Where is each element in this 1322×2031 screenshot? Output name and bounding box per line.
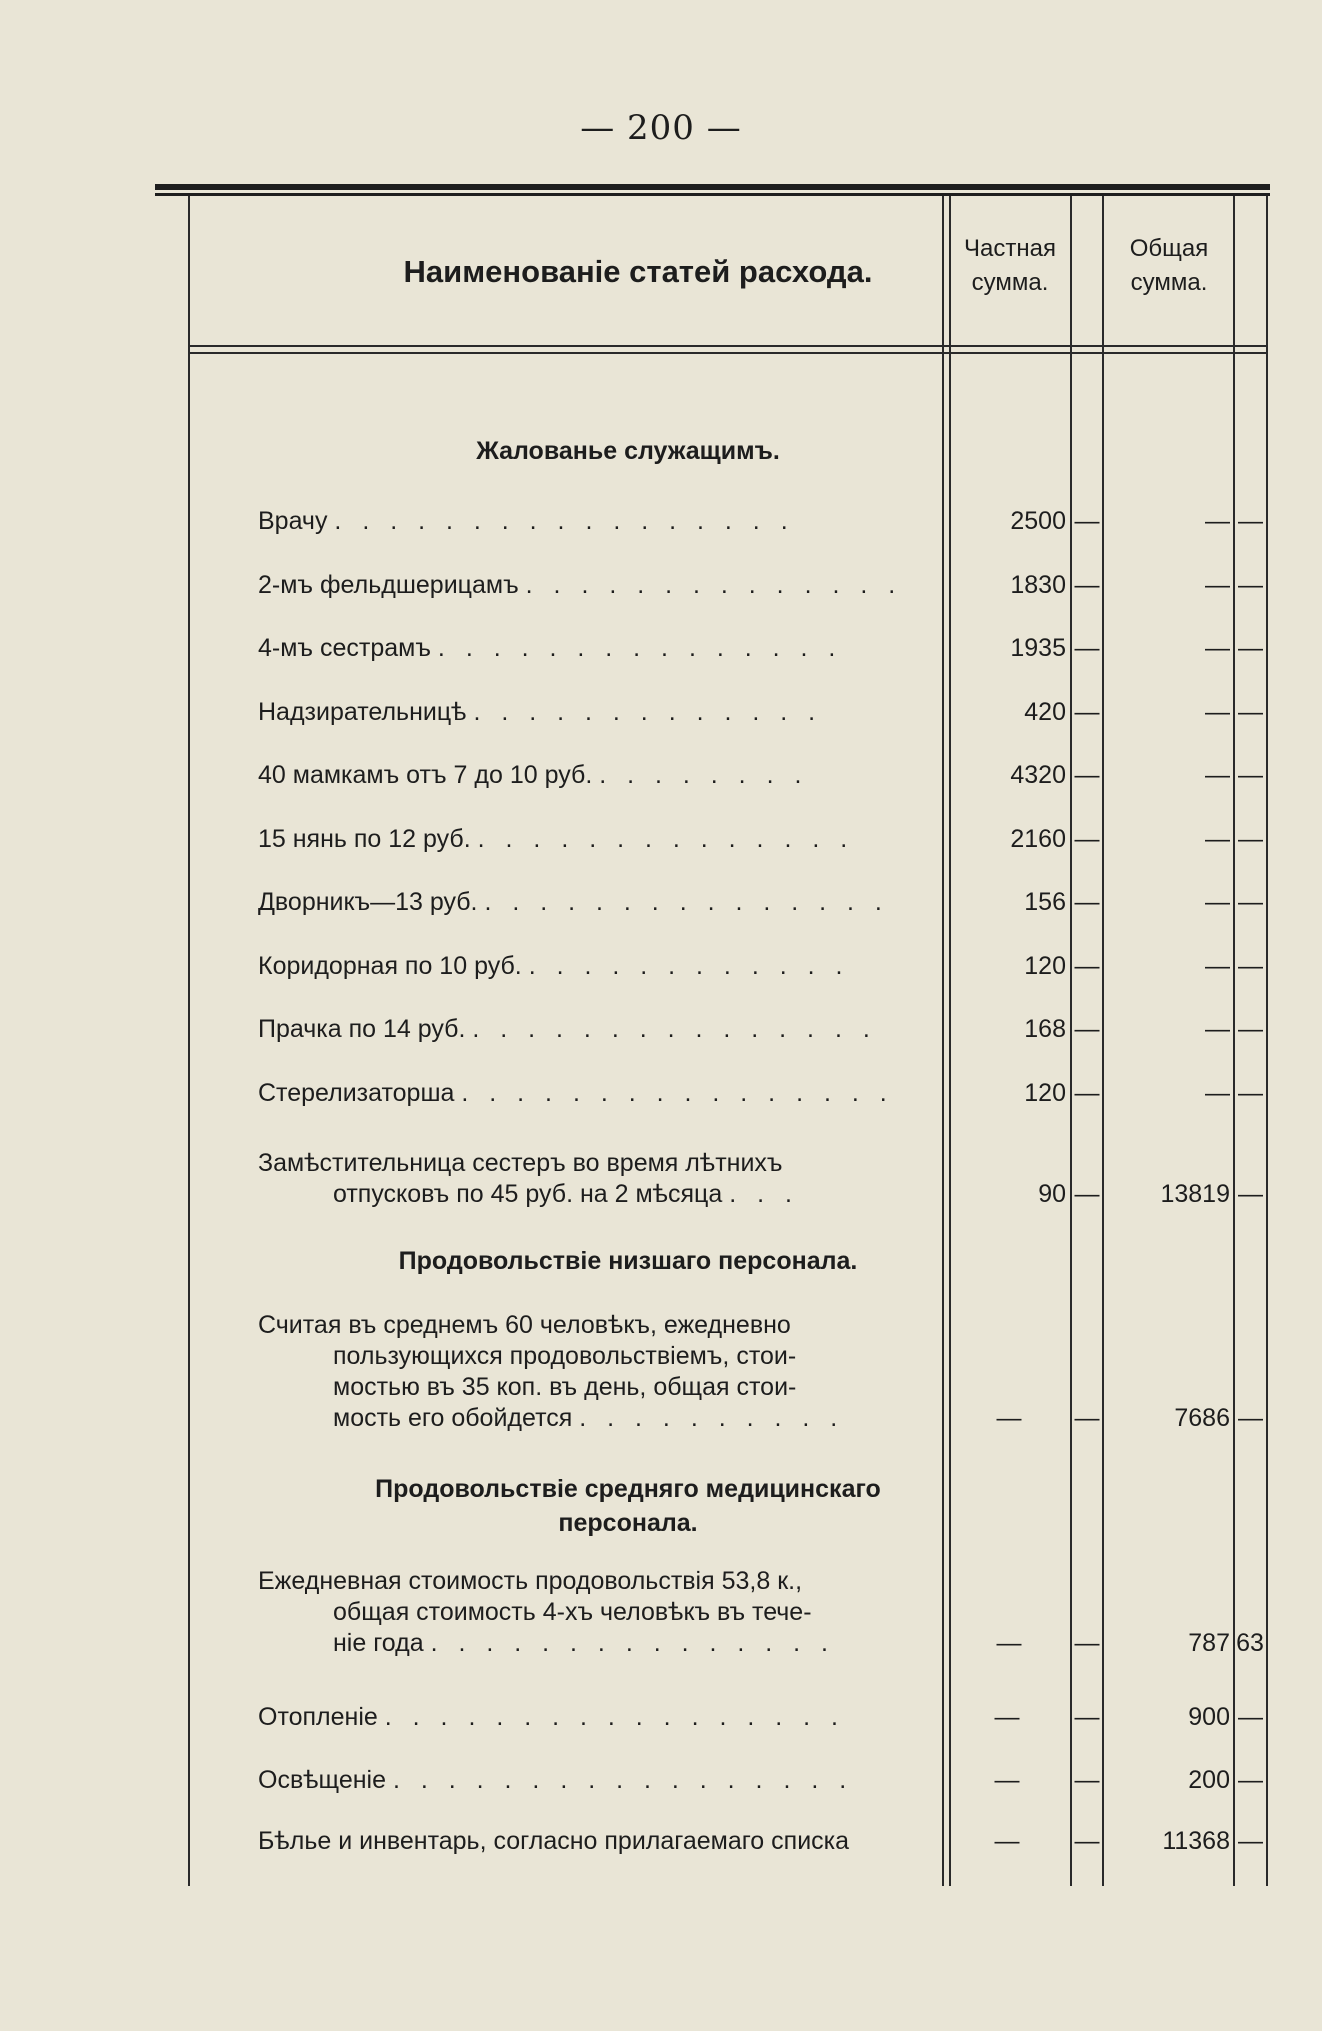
- section-title-food-lower: Продовольствіе низшаго персонала.: [398, 1247, 858, 1275]
- total-sum-value: —: [1205, 697, 1230, 726]
- list-item: [258, 1702, 948, 1733]
- private-sum-value: 420: [1024, 697, 1066, 726]
- leader-dots: . . . . . . . . . . . . . . .: [437, 634, 843, 662]
- leader-dots: . . .: [729, 1180, 799, 1208]
- cents-value: —: [1074, 951, 1100, 980]
- cents-value: —: [1238, 1404, 1263, 1432]
- total-sum-header-line: сумма.: [1130, 269, 1208, 296]
- page-number: — 200 —: [580, 108, 742, 148]
- leader-dots: . . . . . . . . . . . . .: [473, 697, 823, 726]
- private-sum-value: —: [994, 1827, 1020, 1855]
- private-sum-value: 120: [1024, 1078, 1066, 1107]
- cents-value: —: [1074, 1015, 1100, 1043]
- private-sum-value: 90: [1038, 1180, 1066, 1208]
- list-item: [258, 1765, 948, 1796]
- leader-dots: . . . . . . . . . . . . . . . .: [461, 1078, 894, 1107]
- private-sum-value: 4320: [1010, 761, 1066, 789]
- list-item: [258, 1826, 948, 1857]
- row-label: 40 мамкамъ отъ 7 до 10 руб.: [258, 761, 593, 789]
- row-label: ніе года: [333, 1629, 424, 1657]
- list-item: [258, 506, 938, 537]
- row-label: Прачка по 14 руб.: [258, 1015, 466, 1043]
- list-item: [258, 824, 938, 855]
- cents-value: 63: [1236, 1629, 1264, 1657]
- cents-value: —: [1074, 507, 1100, 535]
- cents-value: —: [1074, 634, 1100, 662]
- cents-value: —: [1074, 697, 1100, 726]
- cents-value: —: [1074, 1180, 1100, 1208]
- list-item: [258, 951, 938, 982]
- leader-dots: . . . . . . . . . . . . . . .: [484, 888, 889, 916]
- cents-value: —: [1238, 951, 1263, 980]
- cents-value: —: [1238, 1015, 1263, 1043]
- private-sum-header: [950, 232, 1070, 300]
- row-label: пользующихся продовольствіемъ, стои-: [333, 1342, 797, 1370]
- total-sum-value: 7686: [1174, 1404, 1230, 1432]
- leader-dots: . . . . . . . . . . . .: [528, 951, 850, 980]
- row-label: 4-мъ сестрамъ: [258, 634, 431, 662]
- total-sum-value: —: [1205, 761, 1230, 789]
- private-sum-value: 156: [1024, 888, 1066, 916]
- row-label: отпусковъ по 45 руб. на 2 мѣсяца: [333, 1180, 723, 1208]
- list-item: [258, 570, 938, 601]
- list-item: [258, 1078, 938, 1109]
- section-title-salaries: Жалованье служащимъ.: [476, 437, 780, 465]
- private-sum-value: 168: [1024, 1015, 1066, 1043]
- list-item: [258, 697, 938, 728]
- cents-value: —: [1238, 761, 1263, 789]
- cents-value: —: [1074, 824, 1100, 853]
- total-sum-value: —: [1205, 951, 1230, 980]
- row-label: мость его обойдется: [333, 1404, 573, 1432]
- total-sum-value: —: [1205, 1015, 1230, 1043]
- private-sum-value: 2500: [1010, 507, 1066, 535]
- private-sum-value: —: [994, 1703, 1020, 1731]
- private-sum-value: 1935: [1010, 634, 1066, 662]
- row-label: Замѣстительница сестеръ во время лѣтнихъ: [258, 1149, 783, 1177]
- leader-dots: . . . . . . . . . . . . . . .: [430, 1629, 836, 1657]
- total-sum-value: —: [1205, 824, 1230, 853]
- cents-value: —: [1238, 507, 1263, 535]
- row-label: Считая въ среднемъ 60 человѣкъ, ежедневно: [258, 1311, 791, 1339]
- private-sum-value: —: [994, 1766, 1020, 1794]
- leader-dots: . . . . . . . . . . . . . . . . .: [334, 507, 795, 535]
- top-rule: [155, 184, 1270, 190]
- cents-value: —: [1074, 1404, 1100, 1432]
- table-border-right: [1266, 196, 1268, 1886]
- cents-value: —: [1238, 634, 1263, 662]
- list-item: [258, 760, 938, 791]
- section-title-food-medical: [258, 1472, 998, 1540]
- leader-dots: . . . . . . . . . . . . . . .: [472, 1015, 877, 1043]
- cents-value: —: [1074, 1629, 1100, 1657]
- total-sum-value: 900: [1188, 1703, 1230, 1731]
- total-sum-value: 11368: [1162, 1827, 1230, 1855]
- row-label: Врачу: [258, 507, 328, 535]
- row-label: 15 нянь по 12 руб.: [258, 824, 471, 853]
- list-item: [258, 633, 938, 664]
- cents-value: —: [1238, 1827, 1263, 1855]
- cents-value: —: [1238, 570, 1263, 599]
- list-item: [258, 1014, 938, 1045]
- row-label: Дворникъ—13 руб.: [258, 888, 478, 916]
- cents-value: —: [1238, 697, 1263, 726]
- private-sum-value: 120: [1024, 951, 1066, 980]
- cents-value: —: [1074, 1827, 1100, 1855]
- header-rule: [188, 352, 1268, 354]
- private-sum-header-line: Частная: [964, 235, 1056, 262]
- cents-value: —: [1074, 1078, 1100, 1107]
- table-border-left: [188, 196, 190, 1886]
- private-sum-value: —: [996, 1404, 1022, 1432]
- total-sum-value: 787: [1188, 1629, 1230, 1657]
- private-sum-value: 2160: [1010, 824, 1066, 853]
- row-label: общая стоимость 4-хъ человѣкъ въ тече-: [333, 1598, 812, 1626]
- row-label: мостью въ 35 коп. въ день, общая стои-: [333, 1373, 797, 1401]
- private-sum-header-line: сумма.: [971, 269, 1049, 296]
- total-sum-value: 13819: [1160, 1180, 1230, 1208]
- expense-table: [188, 196, 1270, 1886]
- leader-dots: . . . . . . . .: [599, 761, 809, 789]
- list-item: [258, 887, 938, 918]
- leader-dots: . . . . . . . . . . . . . . . . .: [384, 1703, 845, 1731]
- row-label: Ежедневная стоимость продовольствія 53,8 к.,: [258, 1567, 803, 1595]
- leader-dots: . . . . . . . . . . . . . .: [525, 570, 903, 599]
- leader-dots: . . . . . . . . . .: [579, 1404, 845, 1432]
- header-rule: [188, 345, 1268, 347]
- total-sum-value: —: [1205, 634, 1230, 662]
- cents-value: —: [1074, 761, 1100, 789]
- cents-value: —: [1074, 1766, 1100, 1794]
- row-label: Надзирательницѣ: [258, 697, 467, 726]
- leader-dots: . . . . . . . . . . . . . . . . .: [392, 1766, 854, 1794]
- cents-value: —: [1238, 1078, 1263, 1107]
- leader-dots: . . . . . . . . . . . . . .: [477, 824, 855, 853]
- row-label: Освѣщеніе: [258, 1766, 387, 1794]
- private-sum-value: —: [996, 1629, 1022, 1657]
- total-sum-header-line: Общая: [1129, 235, 1209, 262]
- cents-value: —: [1074, 570, 1100, 599]
- total-sum-header: [1104, 232, 1234, 300]
- row-label: Бѣлье и инвентарь, согласно прилагаемаго списка: [258, 1827, 850, 1855]
- row-label: Коридорная по 10 руб.: [258, 951, 522, 980]
- total-sum-value: —: [1205, 1078, 1230, 1107]
- items-column-header: Наименованіе статей расхода.: [403, 254, 873, 289]
- row-label: Стерелизаторша: [258, 1078, 455, 1107]
- section-title-line: Продовольствіе средняго медицинскаго: [375, 1475, 881, 1503]
- row-label: Отопленіе: [258, 1703, 378, 1731]
- row-label: 2-мъ фельдшерицамъ: [258, 570, 519, 599]
- total-sum-value: —: [1205, 888, 1230, 916]
- cents-value: —: [1238, 1703, 1263, 1731]
- cents-value: —: [1238, 1180, 1263, 1208]
- section-title-line: персонала.: [558, 1509, 698, 1537]
- cents-value: —: [1074, 888, 1100, 916]
- private-sum-value: 1830: [1010, 570, 1066, 599]
- cents-value: —: [1238, 1766, 1263, 1794]
- cents-value: —: [1238, 888, 1263, 916]
- total-sum-value: —: [1205, 570, 1230, 599]
- total-sum-value: 200: [1188, 1766, 1230, 1794]
- cents-value: —: [1074, 1703, 1100, 1731]
- cents-value: —: [1238, 824, 1263, 853]
- total-sum-value: —: [1205, 507, 1230, 535]
